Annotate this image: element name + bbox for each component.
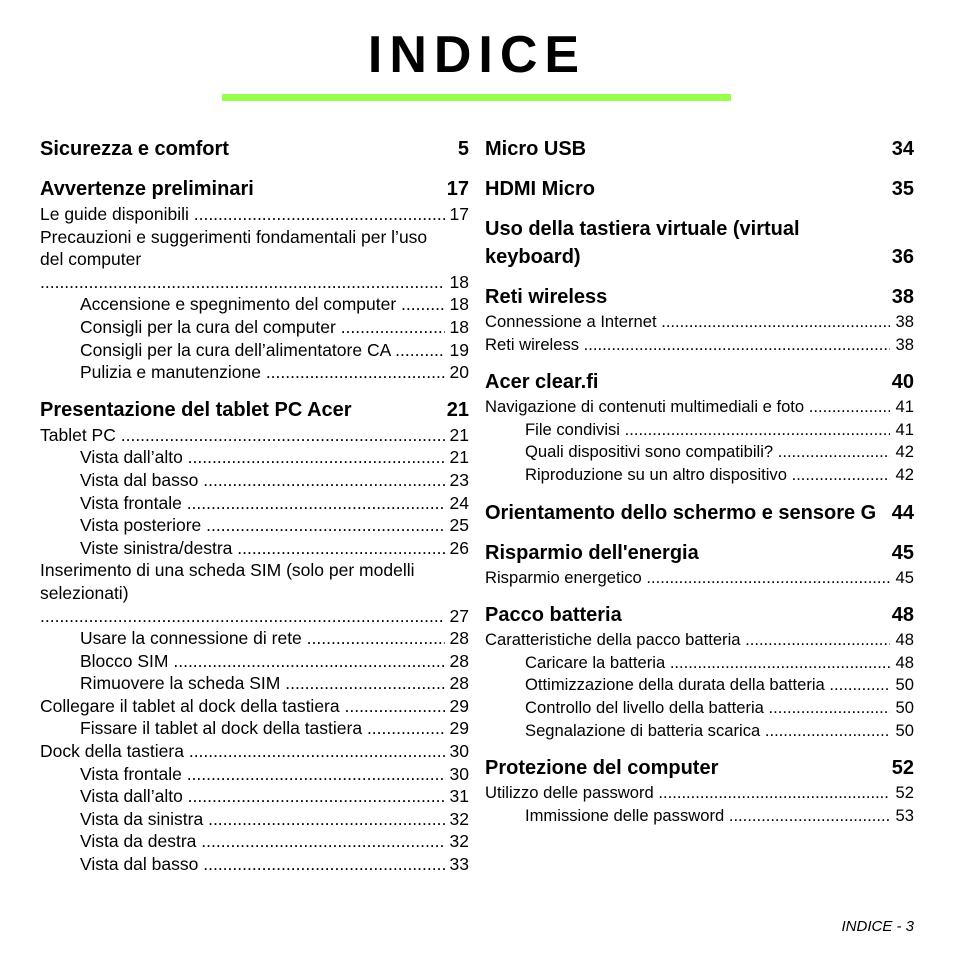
- toc-entry-title: Sicurezza e comfort: [40, 138, 229, 160]
- toc-entry[interactable]: [40, 514, 469, 537]
- toc-entry-title: Inserimento di una scheda SIM (solo per modelli selezionati) .....: [40, 559, 445, 627]
- toc-section-heading[interactable]: [485, 135, 914, 163]
- toc-page-number: 50: [895, 697, 914, 717]
- toc-entry-title: Presentazione del tablet PC Acer: [40, 398, 352, 421]
- toc-entry[interactable]: [40, 293, 469, 316]
- toc-entry-title: Vista da destra .....: [80, 830, 445, 853]
- toc-page-number: 19: [449, 339, 469, 360]
- toc-page-number: 48: [895, 652, 914, 672]
- toc-page-number: 41: [895, 419, 914, 439]
- toc-page-number: 33: [449, 854, 469, 875]
- toc-entry[interactable]: [40, 785, 469, 808]
- toc-entry[interactable]: [485, 805, 914, 828]
- toc-page-number: 21: [449, 424, 469, 445]
- toc-entry[interactable]: [40, 559, 469, 627]
- toc-page-number: 30: [449, 763, 469, 784]
- toc-page-number: 41: [895, 397, 914, 417]
- toc-page-number: 50: [895, 675, 914, 695]
- toc-entry-title: Utilizzo delle password .....: [485, 782, 890, 805]
- toc-section-heading[interactable]: [40, 135, 469, 163]
- toc-page-number: 36: [891, 246, 914, 268]
- toc-entry-title: Segnalazione di batteria scarica .....: [525, 720, 890, 743]
- toc-page-number: 53: [895, 805, 914, 825]
- title-underline: [222, 94, 731, 101]
- toc-section-heading[interactable]: [485, 283, 914, 311]
- toc-entry[interactable]: [485, 311, 914, 334]
- toc-entry-title: Vista frontale .....: [80, 492, 445, 515]
- toc-entry-title: Connessione a Internet .....: [485, 311, 890, 334]
- toc-page-number: 38: [895, 312, 914, 331]
- toc-entry-title: Reti wireless: [485, 286, 608, 308]
- toc-entry-title: Collegare il tablet al dock della tastiera .....: [40, 695, 445, 718]
- toc-entry-title: Protezione del computer: [485, 757, 719, 780]
- toc-section-heading[interactable]: [485, 539, 914, 567]
- toc-entry[interactable]: [485, 464, 914, 487]
- toc-entry[interactable]: [40, 672, 469, 695]
- toc-entry[interactable]: [485, 441, 914, 464]
- toc-right-column: [485, 135, 914, 827]
- toc-entry-title: Caratteristiche della pacco batteria .....: [485, 629, 890, 652]
- toc-page-number: 21: [446, 398, 469, 421]
- toc-entry[interactable]: [40, 717, 469, 740]
- toc-entry[interactable]: [485, 629, 914, 652]
- toc-entry-title: Micro USB: [485, 138, 587, 160]
- toc-entry[interactable]: [40, 808, 469, 831]
- toc-entry-title: Consigli per la cura dell’alimentatore CA .....: [80, 339, 445, 362]
- toc-page-number: 27: [449, 605, 469, 626]
- toc-entry-title: Consigli per la cura del computer .....: [80, 316, 445, 339]
- toc-entry-title: Acer clear.fi: [485, 371, 599, 394]
- toc-entry[interactable]: [40, 650, 469, 673]
- toc-entry[interactable]: [485, 674, 914, 697]
- toc-entry[interactable]: [40, 316, 469, 339]
- toc-entry-title: Viste sinistra/destra .....: [80, 537, 445, 560]
- toc-entry[interactable]: [485, 567, 914, 590]
- toc-entry-title: Vista dal basso .....: [80, 469, 445, 492]
- toc-entry-title: Blocco SIM .....: [80, 650, 445, 673]
- page-title: INDICE: [367, 26, 587, 84]
- toc-page-number: 50: [895, 720, 914, 740]
- toc-section-heading[interactable]: [485, 499, 914, 527]
- toc-entry[interactable]: [485, 652, 914, 675]
- toc-page-number: 44: [891, 501, 914, 524]
- toc-entry-title: HDMI Micro: [485, 178, 595, 200]
- toc-section-heading[interactable]: [40, 175, 469, 203]
- toc-entry-title: Uso della tastiera virtuale (virtual keyboard): [485, 218, 800, 268]
- toc-page-number: 31: [449, 786, 469, 807]
- toc-page-number: 52: [891, 757, 914, 780]
- toc-page-number: 42: [895, 464, 914, 484]
- toc-page-number: 24: [449, 492, 469, 513]
- toc-entry-title: Vista dall’alto .....: [80, 785, 445, 808]
- toc-entry-title: Risparmio energetico .....: [485, 567, 890, 590]
- toc-entry[interactable]: [40, 763, 469, 786]
- toc-entry-title: Avvertenze preliminari: [40, 178, 254, 200]
- toc-entry-title: Risparmio dell'energia: [485, 541, 699, 564]
- toc-entry-title: Vista dall’alto .....: [80, 446, 445, 469]
- toc-page-number: 40: [891, 371, 914, 394]
- toc-entry-title: Pacco batteria: [485, 604, 622, 627]
- toc-entry[interactable]: [485, 720, 914, 743]
- toc-section-heading[interactable]: [485, 754, 914, 782]
- toc-entry[interactable]: [40, 361, 469, 384]
- toc-page-number: 18: [449, 271, 469, 292]
- toc-section-heading[interactable]: [485, 368, 914, 396]
- toc-page-number: 18: [449, 294, 469, 315]
- toc-page-number: 38: [891, 286, 914, 308]
- toc-entry-title: Rimuovere la scheda SIM .....: [80, 672, 445, 695]
- toc-entry[interactable]: [40, 853, 469, 876]
- toc-page-number: 5: [457, 138, 469, 160]
- toc-entry[interactable]: [40, 627, 469, 650]
- toc-entry-title: Reti wireless .....: [485, 334, 890, 357]
- toc-page-number: 28: [449, 650, 469, 671]
- toc-entry[interactable]: [40, 424, 469, 447]
- toc-page-number: 29: [449, 695, 469, 716]
- toc-page-number: 18: [449, 316, 469, 337]
- toc-left-column: [40, 135, 469, 876]
- toc-entry[interactable]: [40, 203, 469, 226]
- toc-entry-title: Navigazione di contenuti multimediali e foto .....: [485, 396, 890, 419]
- toc-page-number: 45: [895, 567, 914, 587]
- toc-page-number: 28: [449, 673, 469, 694]
- toc-entry-title: Orientamento dello schermo e sensore G: [485, 501, 877, 524]
- toc-entry-title: Pulizia e manutenzione .....: [80, 361, 445, 384]
- toc-entry-title: Usare la connessione di rete .....: [80, 627, 445, 650]
- toc-page-number: 21: [449, 447, 469, 468]
- toc-entry[interactable]: [40, 695, 469, 718]
- toc-page-number: 26: [449, 537, 469, 558]
- toc-page-number: 17: [449, 204, 469, 224]
- toc-page-number: 35: [891, 178, 914, 200]
- toc-entry-title: Ottimizzazione della durata della batteria .....: [525, 674, 890, 697]
- toc-entry-title: File condivisi .....: [525, 419, 890, 442]
- toc-page-number: 38: [895, 334, 914, 354]
- toc-entry-title: Quali dispositivi sono compatibili? .....: [525, 441, 890, 464]
- toc-page-number: 25: [449, 515, 469, 536]
- toc-page-number: 29: [449, 718, 469, 739]
- toc-entry-title: Vista frontale .....: [80, 763, 445, 786]
- toc-entry-title: Immissione delle password .....: [525, 805, 890, 828]
- toc-entry-title: Tablet PC .....: [40, 424, 445, 447]
- toc-entry-title: Riproduzione su un altro dispositivo .....: [525, 464, 890, 487]
- toc-entry[interactable]: [40, 469, 469, 492]
- toc-page-number: 48: [895, 630, 914, 650]
- toc-page-number: 52: [895, 783, 914, 803]
- toc-entry-title: Vista dal basso .....: [80, 853, 445, 876]
- toc-entry[interactable]: [485, 334, 914, 357]
- toc-section-heading[interactable]: [485, 175, 914, 203]
- toc-section-heading[interactable]: [40, 396, 469, 424]
- toc-entry[interactable]: [40, 492, 469, 515]
- toc-entry-title: Dock della tastiera .....: [40, 740, 445, 763]
- toc-entry-title: Vista posteriore .....: [80, 514, 445, 537]
- toc-page-number: 45: [891, 541, 914, 564]
- toc-section-heading[interactable]: [485, 215, 914, 271]
- toc-page-number: 42: [895, 442, 914, 462]
- toc-page-number: 17: [446, 178, 469, 200]
- toc-section-heading[interactable]: [485, 601, 914, 629]
- toc-entry-title: Caricare la batteria .....: [525, 652, 890, 675]
- toc-page-number: 28: [449, 628, 469, 649]
- toc-page-number: 32: [449, 831, 469, 852]
- toc-page-number: 34: [891, 138, 914, 160]
- toc-entry[interactable]: [40, 446, 469, 469]
- toc-entry-title: Accensione e spegnimento del computer .....: [80, 293, 445, 316]
- toc-page-number: 23: [449, 469, 469, 490]
- toc-page-number: 20: [449, 362, 469, 383]
- toc-entry[interactable]: [40, 339, 469, 362]
- toc-entry[interactable]: [40, 830, 469, 853]
- page-footer: INDICE - 3: [841, 918, 914, 935]
- toc-entry[interactable]: [485, 782, 914, 805]
- toc-entry-title: Le guide disponibili .....: [40, 203, 445, 226]
- toc-entry[interactable]: [40, 226, 469, 294]
- toc-entry-title: Fissare il tablet al dock della tastiera .....: [80, 717, 445, 740]
- toc-entry[interactable]: [40, 537, 469, 560]
- toc-page-number: 48: [891, 604, 914, 627]
- toc-entry[interactable]: [485, 419, 914, 442]
- toc-entry[interactable]: [485, 396, 914, 419]
- toc-entry-title: Controllo del livello della batteria .....: [525, 697, 890, 720]
- toc-page-number: 32: [449, 808, 469, 829]
- toc-entry[interactable]: [40, 740, 469, 763]
- toc-page-number: 30: [449, 741, 469, 762]
- toc-entry[interactable]: [485, 697, 914, 720]
- toc-entry-title: Vista da sinistra .....: [80, 808, 445, 831]
- toc-entry-title: Precauzioni e suggerimenti fondamentali per l’uso del computer .....: [40, 226, 445, 294]
